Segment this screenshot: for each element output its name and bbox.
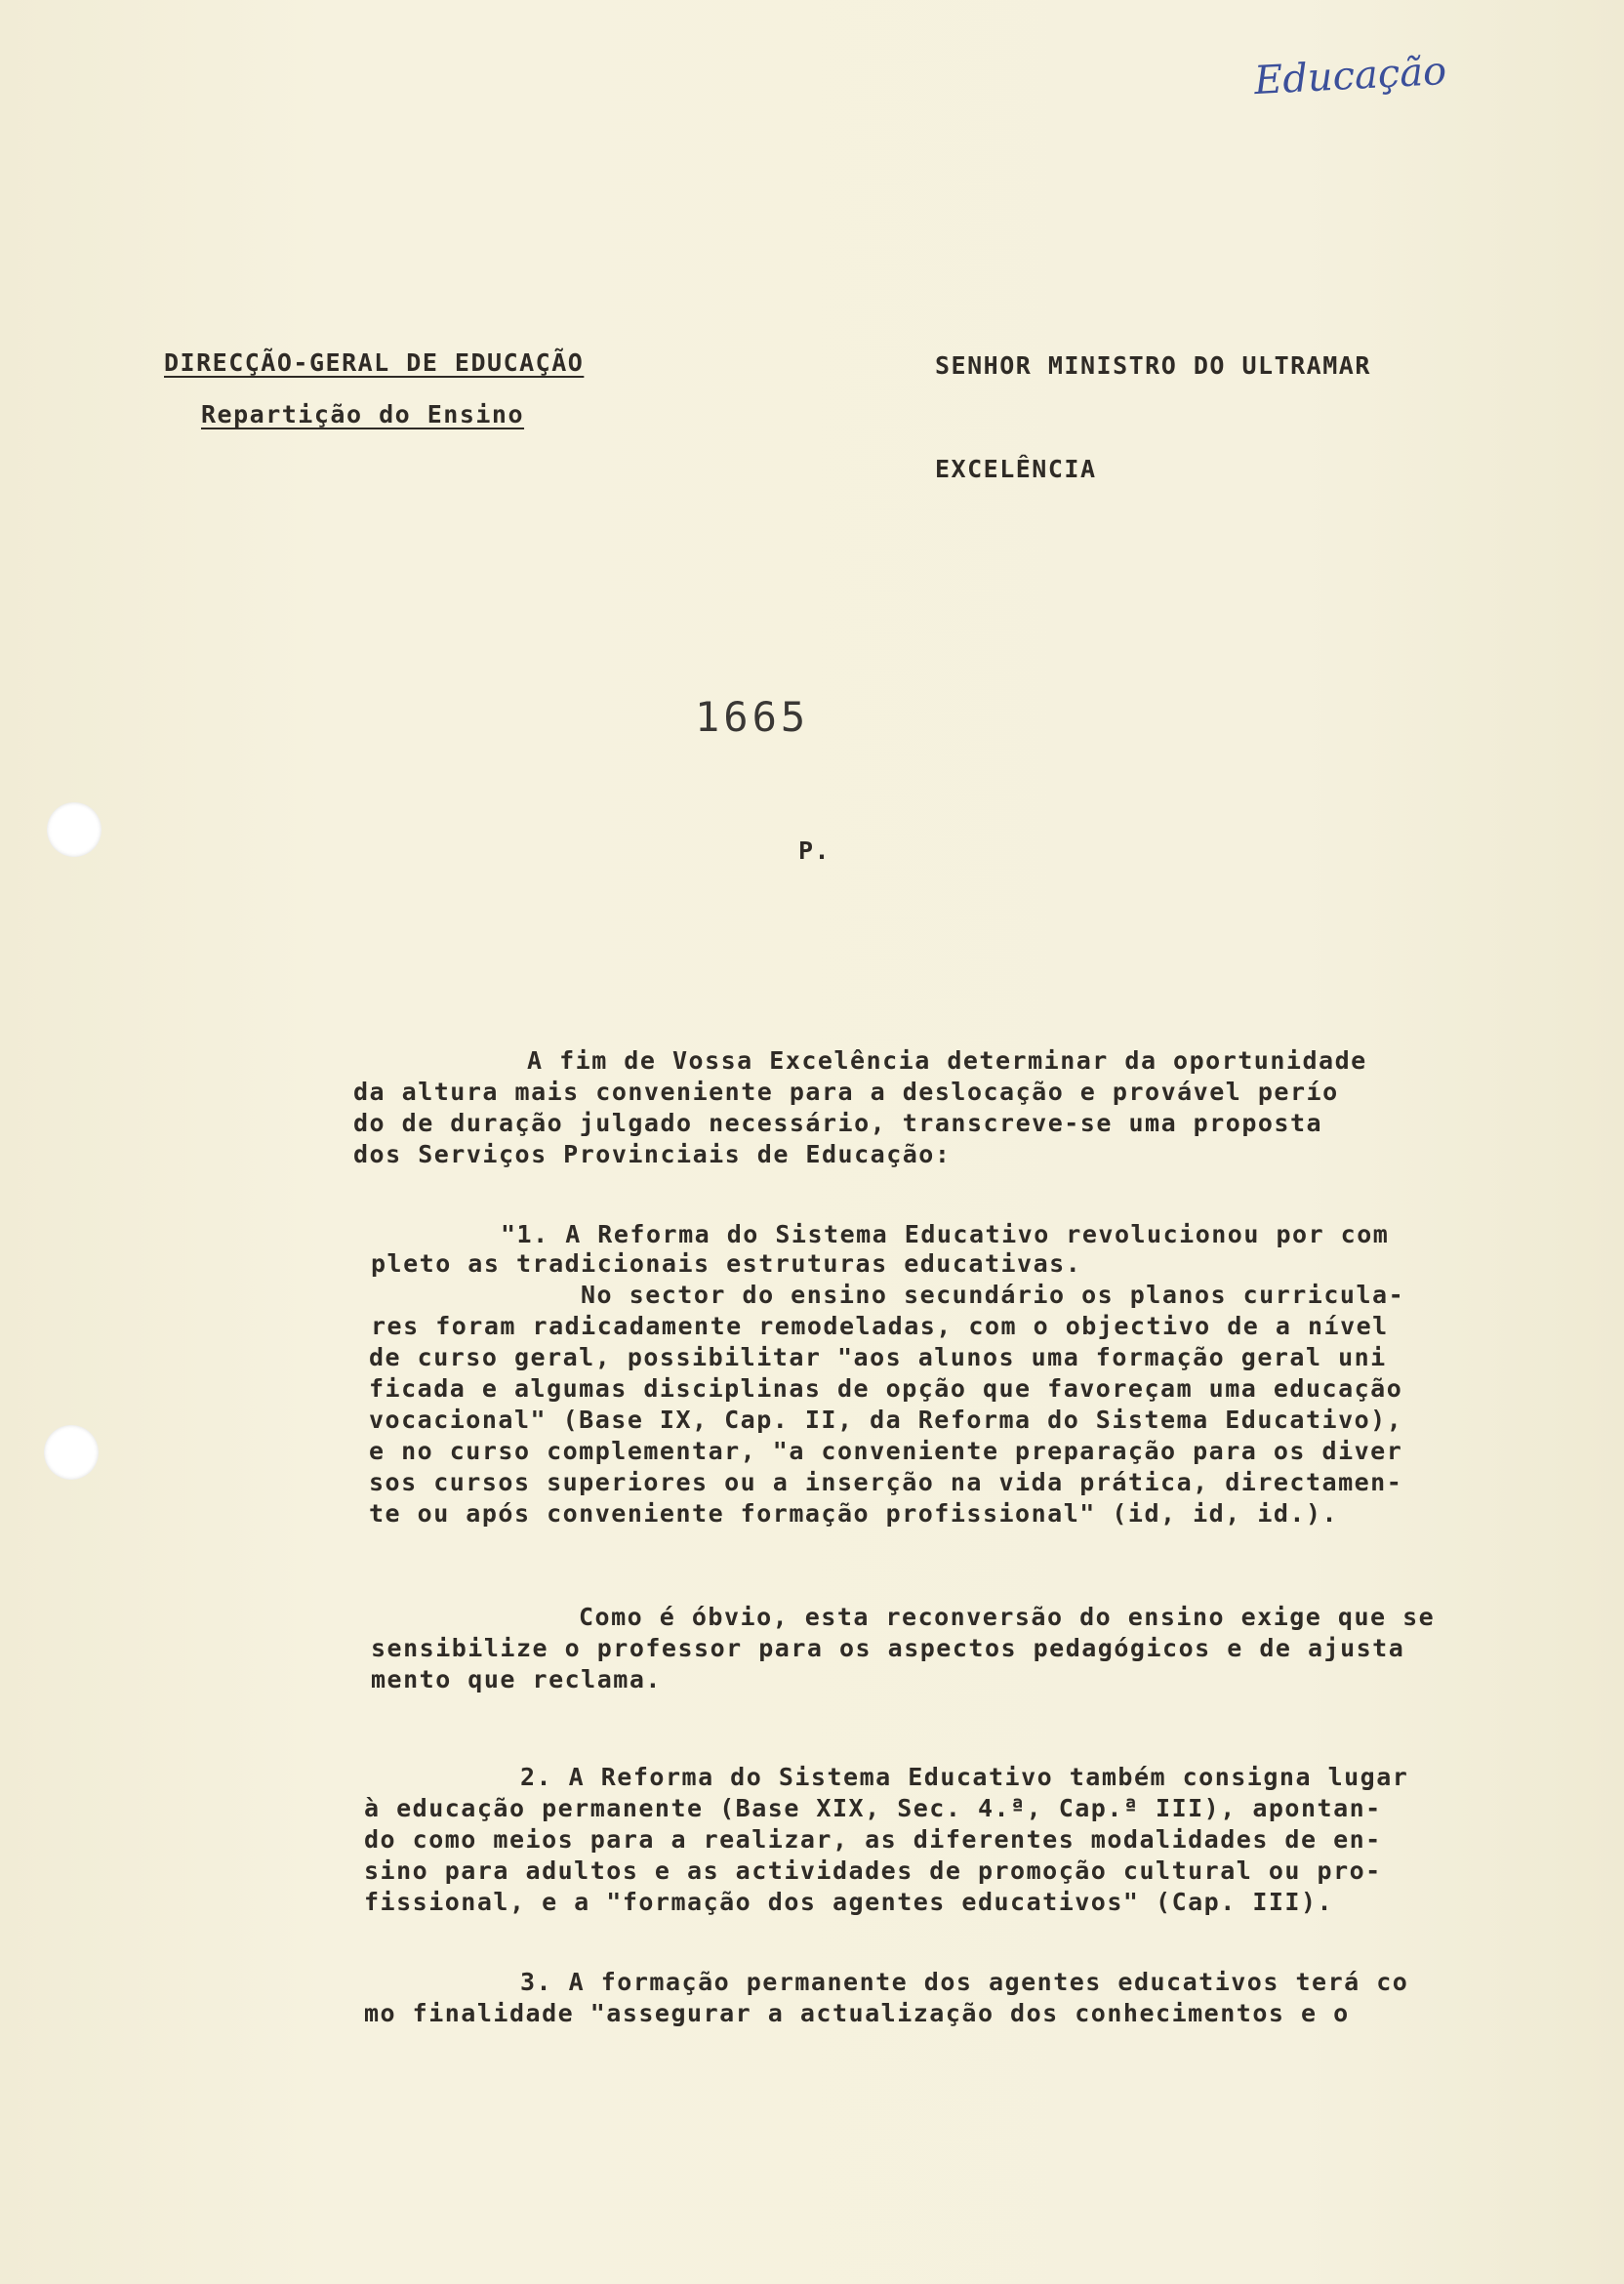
body-line: vocacional" (Base IX, Cap. II, da Reforma do Sistema Educativo), (369, 1406, 1403, 1434)
p-mark: P. (798, 836, 832, 865)
body-line: à educação permanente (Base XIX, Sec. 4.ª, Cap.ª III), apontan- (364, 1794, 1382, 1822)
body-line: No sector do ensino secundário os planos curricula- (581, 1281, 1405, 1309)
punch-hole-top (47, 802, 102, 857)
body-line: dos Serviços Provinciais de Educação: (353, 1140, 952, 1168)
body-line: de curso geral, possibilitar "aos alunos uma formação geral uni (369, 1343, 1387, 1371)
body-line: res foram radicadamente remodeladas, com o objectivo de a nível (371, 1312, 1389, 1340)
body-line: te ou após conveniente formação profissional" (id, id, id.). (369, 1499, 1339, 1528)
handwritten-note: Educação (1252, 48, 1448, 104)
body-line: pleto as tradicionais estruturas educativas. (371, 1249, 1082, 1278)
body-line: do como meios para a realizar, as diferentes modalidades de en- (364, 1825, 1382, 1854)
salutation: EXCELÊNCIA (935, 455, 1097, 483)
document-number: 1665 (695, 693, 810, 741)
body-line: Como é óbvio, esta reconversão do ensino exige que se (579, 1603, 1436, 1631)
org-subheading: Repartição do Ensino (201, 400, 525, 428)
body-line: sensibilize o professor para os aspectos pedagógicos e de ajusta (371, 1634, 1405, 1662)
body-line: fissional, e a "formação dos agentes educativos" (Cap. III). (364, 1888, 1334, 1916)
body-line: e no curso complementar, "a conveniente preparação para os diver (369, 1437, 1403, 1465)
body-line: A fim de Vossa Excelência determinar da oportunidade (527, 1046, 1367, 1075)
org-heading: DIRECÇÃO-GERAL DE EDUCAÇÃO (164, 348, 585, 377)
body-line: 3. A formação permanente dos agentes educativos terá co (520, 1968, 1409, 1996)
body-line: "1. A Reforma do Sistema Educativo revolucionou por com (501, 1220, 1390, 1248)
punch-hole-bottom (44, 1425, 99, 1480)
body-line: ficada e algumas disciplinas de opção que favoreçam uma educação (369, 1374, 1403, 1403)
body-line: 2. A Reforma do Sistema Educativo também consigna lugar (520, 1763, 1409, 1791)
body-line: mento que reclama. (371, 1665, 662, 1693)
addressee: SENHOR MINISTRO DO ULTRAMAR (935, 351, 1371, 380)
body-line: da altura mais conveniente para a deslocação e provável perío (353, 1078, 1339, 1106)
body-line: sos cursos superiores ou a inserção na vida prática, directamen- (369, 1468, 1403, 1496)
body-line: do de duração julgado necessário, transcreve-se uma proposta (353, 1109, 1323, 1137)
body-line: mo finalidade "assegurar a actualização dos conhecimentos e o (364, 1999, 1350, 2027)
body-line: sino para adultos e as actividades de promoção cultural ou pro- (364, 1856, 1382, 1885)
